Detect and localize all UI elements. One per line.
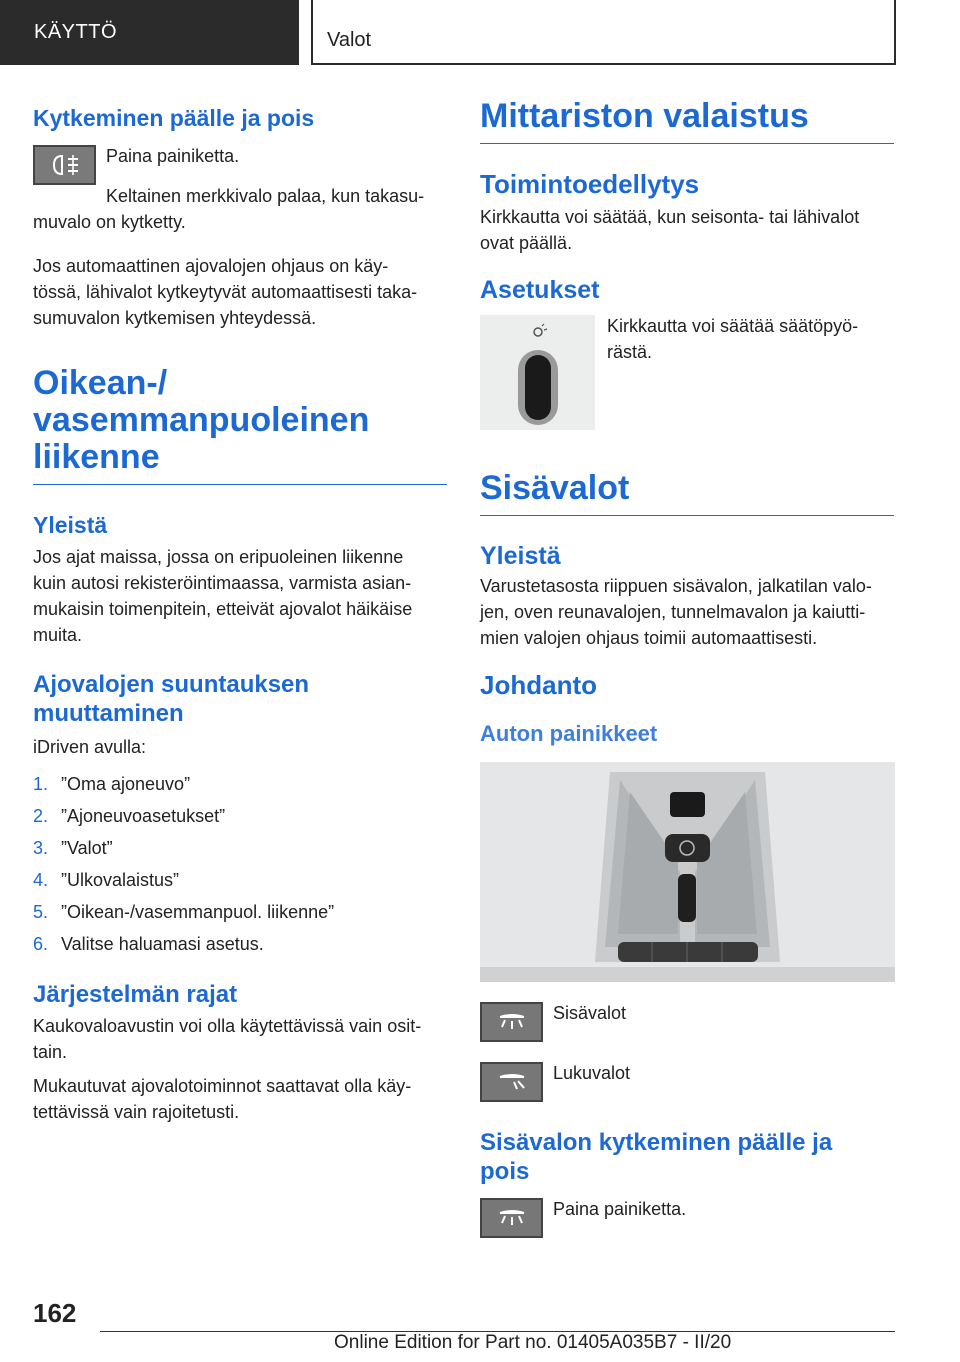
press-button-text-2: Paina painiketta. — [553, 1199, 687, 1219]
heading-ajovalojen: Ajovalojen suuntauksen muuttaminen — [33, 671, 310, 727]
step-item — [33, 768, 447, 800]
rajat-text-1: Kaukovaloavustin voi olla käytettävissä vain osit- tain. — [33, 1016, 422, 1062]
auto-text: Jos automaattinen ajovalojen ohjaus on käy- tössä, lähivalot kytkeytyvät automaattisesti taka- sumuvalon kytkemisen yhteydessä. — [33, 256, 418, 328]
header-section: KÄYTTÖ — [0, 0, 299, 65]
toiminto-text: Kirkkautta voi säätää, kun seisonta- tai lähivalot ovat päällä. — [480, 207, 860, 253]
step-text: ”Ajoneuvoasetukset” — [61, 806, 226, 826]
heading-mittariston: Mittariston valaistus — [480, 98, 894, 144]
heading-toiminto: Toimintoedellytys — [480, 169, 700, 199]
lukuvalot-label: Lukuvalot — [553, 1063, 631, 1083]
step-text: ”Oma ajoneuvo” — [61, 774, 191, 794]
rear-fog-light-button-icon — [33, 145, 96, 185]
step-number: 4. — [33, 870, 49, 890]
header-topic-box — [311, 0, 896, 65]
heading-asetukset: Asetukset — [480, 276, 600, 304]
step-text: ”Valot” — [61, 838, 113, 858]
page-number: 162 — [33, 1298, 77, 1328]
step-number: 2. — [33, 806, 49, 826]
reading-light-icon — [480, 1062, 543, 1102]
footer-edition: Online Edition for Part no. 01405A035B7 - II/20 — [334, 1332, 732, 1353]
yleista2-text: Varustetasosta riippuen sisävalon, jalkatilan valo- jen, oven reunavalojen, tunnelmavalon ja kaiutti- mien valojen ohjaus toimii automaattisesti. — [480, 576, 872, 648]
step-number: 3. — [33, 838, 49, 858]
sisavalot-label: Sisävalot — [553, 1003, 627, 1023]
overhead-console-image — [480, 762, 895, 982]
dimmer-wheel-image — [480, 315, 595, 430]
header-topic: Valot — [327, 29, 372, 51]
idrive-text: iDriven avulla: — [33, 737, 147, 757]
step-item — [33, 800, 447, 832]
step-item — [33, 896, 447, 928]
step-text: Valitse haluamasi asetus. — [61, 934, 264, 954]
interior-light-icon — [480, 1002, 543, 1042]
heading-johdanto: Johdanto — [480, 670, 597, 700]
yellow-light-text: Keltainen merkkivalo palaa, kun takasu- muvalo on kytketty. — [33, 186, 425, 232]
step-item — [33, 832, 447, 864]
heading-auton: Auton painikkeet — [480, 721, 658, 746]
heading-sisavalon: Sisävalon kytkeminen päälle ja pois — [480, 1129, 833, 1185]
rajat-text-2: Mukautuvat ajovalotoiminnot saattavat olla käy- tettävissä vain rajoitetusti. — [33, 1076, 412, 1122]
step-text: ”Ulkovalaistus” — [61, 870, 180, 890]
heading-sisavalot: Sisävalot — [480, 470, 894, 516]
yleista-text: Jos ajat maissa, jossa on eripuoleinen liikenne kuin autosi rekisteröintimaassa, varmista asian- mukaisin toimenpitein, etteivät ajovalot häikäise muita. — [33, 547, 413, 645]
interior-light-button-icon — [480, 1198, 543, 1238]
step-text: ”Oikean-/vasemmanpuol. liikenne” — [61, 902, 335, 922]
left-column — [33, 98, 447, 1125]
step-item — [33, 928, 447, 960]
right-column — [480, 98, 894, 1238]
heading-kytkeminen: Kytkeminen päälle ja pois — [33, 105, 315, 131]
heading-rajat: Järjestelmän rajat — [33, 981, 238, 1008]
step-item — [33, 864, 447, 896]
step-number: 5. — [33, 902, 49, 922]
press-button-text: Paina painiketta. — [106, 146, 240, 166]
heading-oikean: Oikean-/ vasemmanpuoleinen liikenne — [33, 365, 447, 485]
heading-yleista-2: Yleistä — [480, 542, 561, 570]
heading-yleista: Yleistä — [33, 512, 108, 538]
steps-list — [33, 768, 447, 960]
step-number: 6. — [33, 934, 49, 954]
step-number: 1. — [33, 774, 49, 794]
asetukset-text: Kirkkautta voi säätää säätöpyö- rästä. — [607, 316, 859, 362]
